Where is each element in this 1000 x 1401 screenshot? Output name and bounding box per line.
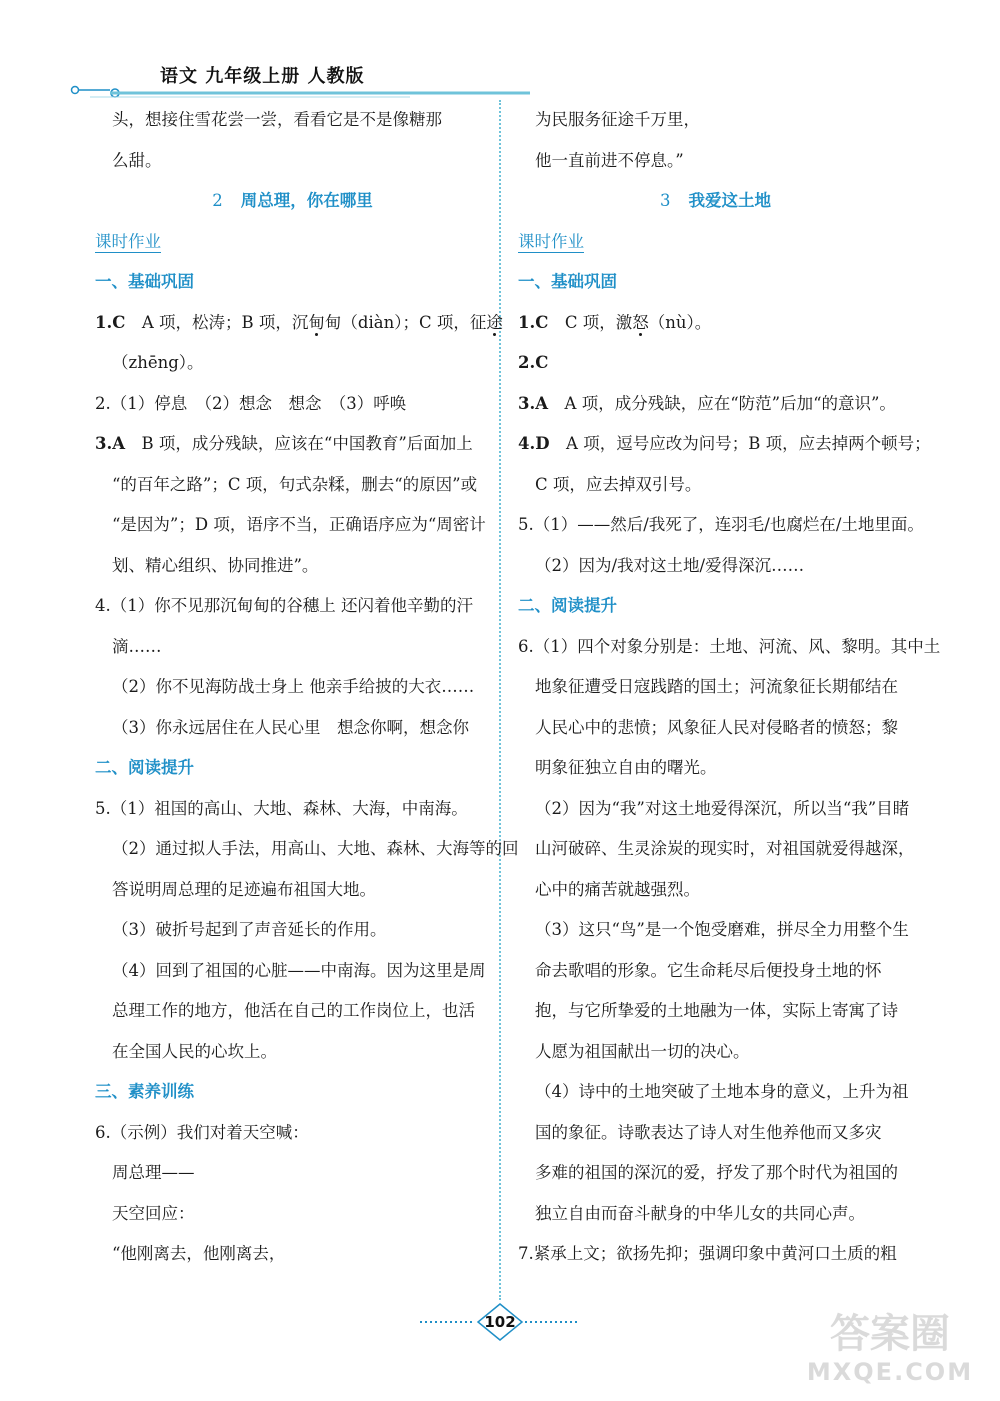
- answer-line: 5.（1）祖国的高山、大地、森林、大海，中南海。: [95, 798, 468, 818]
- text-line: 答说明周总理的足迹遍布祖国大地。: [112, 879, 376, 899]
- text-line: （2）因为“我”对这土地爱得深沉，所以当“我”目睹: [535, 798, 910, 818]
- text-line: （2）通过拟人手法，用高山、大地、森林、大海等的回: [112, 839, 519, 858]
- text-line: （3）你永远居住在人民心里 想念你啊，想念你: [112, 717, 469, 737]
- answer-line: 2.C: [518, 353, 549, 372]
- section-heading: 三、素养训练: [95, 1082, 194, 1101]
- text-line: “他刚离去，他刚离去，: [112, 1244, 286, 1263]
- answer-line: 2.（1）停息 （2）想念 想念 （3）呼唤: [95, 393, 407, 413]
- left-column: [95, 100, 519, 1275]
- text-line: 天空回应：: [112, 1203, 195, 1223]
- text-line: 抱，与它所挚爱的土地融为一体，实际上寄寓了诗: [535, 1001, 898, 1020]
- answer-line: 3.A A 项，成分残缺，应在“防范”后加“的意识”。: [518, 393, 896, 413]
- answer-line: 7.紧承上文；欲扬先抑；强调印象中黄河口土质的粗: [518, 1244, 897, 1263]
- answer-line: 6.（示例）我们对着天空喊：: [95, 1122, 309, 1142]
- text-line: 周总理——: [112, 1163, 195, 1182]
- homework-tag: 课时作业: [95, 231, 161, 251]
- header-decoration: [70, 82, 530, 102]
- text-line: 山河破碎、生灵涂炭的现实时，对祖国就爱得越深，: [535, 839, 915, 858]
- text-line: （3）这只“鸟”是一个饱受磨难，拼尽全力用整个生: [535, 920, 909, 939]
- text-line: “的百年之路”；C 项，句式杂糅，删去“的原因”或: [112, 474, 478, 494]
- text-line: 他一直前进不停息。”: [535, 150, 684, 170]
- lesson-number: 2: [212, 191, 223, 210]
- text-line: “是因为”；D 项，语序不当，正确语序应为“周密计: [112, 515, 486, 534]
- text-line: 人愿为祖国献出一切的决心。: [535, 1041, 750, 1061]
- section-heading: 一、基础巩固: [95, 272, 194, 291]
- page-footer: [420, 1302, 580, 1342]
- answer-line: 1.C C 项，激怒（nù）。: [518, 312, 712, 332]
- text-line: （zhēng）。: [112, 353, 204, 372]
- text-line: （2）你不见海防战士身上 他亲手给披的大衣……: [112, 677, 475, 696]
- text-line: 人民心中的悲愤；风象征人民对侵略者的愤怒；黎: [535, 717, 898, 737]
- header-title: 语文 九年级上册 人教版: [160, 66, 365, 87]
- homework-tag: 课时作业: [518, 231, 584, 251]
- answer-line: 4.D A 项，逗号应改为问号；B 项，应去掉两个顿号；: [518, 434, 931, 453]
- text-line: 么甜。: [112, 150, 162, 170]
- text-line: （4）回到了祖国的心脏——中南海。因为这里是周: [112, 960, 486, 980]
- text-line: 滴……: [112, 636, 162, 656]
- answer-line: 3.A B 项，成分残缺，应该在“中国教育”后面加上: [95, 434, 473, 453]
- text-line: 心中的痛苦就越强烈。: [535, 879, 700, 899]
- lesson-heading: [95, 181, 490, 222]
- lesson-title: 周总理，你在哪里: [240, 191, 373, 210]
- text-line: 在全国人民的心坎上。: [112, 1041, 277, 1061]
- answer-line: 5.（1）——然后/我死了，连羽毛/也腐烂在/土地里面。: [518, 515, 924, 534]
- answer-line: 4.（1）你不见那沉甸甸的谷穗上 还闪着他辛勤的汗: [95, 596, 473, 615]
- column-divider: [499, 100, 501, 1300]
- text-line: 明象征独立自由的曙光。: [535, 758, 717, 777]
- section-heading: 一、基础巩固: [518, 272, 617, 291]
- emphasis-char: 途: [486, 312, 503, 332]
- lesson-heading: [518, 181, 913, 222]
- watermark: 答案圈 MXQE.COM: [806, 1311, 974, 1386]
- text-line: 头，想接住雪花尝一尝，看看它是不是像糖那: [112, 110, 442, 129]
- right-column: [518, 100, 941, 1275]
- section-heading: 二、阅读提升: [95, 758, 194, 777]
- answer-line: 1.C A 项，松涛；B 项，沉甸甸（diàn）；C 项，征途: [95, 312, 503, 332]
- text-line: 总理工作的地方，他活在自己的工作岗位上，也活: [112, 1001, 475, 1020]
- text-line: 独立自由而奋斗献身的中华儿女的共同心声。: [535, 1203, 865, 1223]
- text-line: （2）因为/我对这土地/爱得深沉……: [535, 555, 805, 575]
- text-line: 地象征遭受日寇践踏的国土；河流象征长期郁结在: [535, 677, 898, 696]
- page-number: 102: [484, 1313, 516, 1331]
- text-line: 命去歌唱的形象。它生命耗尽后便投身土地的怀: [535, 960, 882, 980]
- text-line: （4）诗中的土地突破了土地本身的意义，上升为祖: [535, 1082, 909, 1101]
- text-line: C 项，应去掉双引号。: [535, 474, 702, 494]
- lesson-number: 3: [660, 191, 671, 210]
- text-line: 国的象征。诗歌表达了诗人对生他养他而又多灾: [535, 1122, 882, 1142]
- answer-line: 6.（1）四个对象分别是：土地、河流、风、黎明。其中土: [518, 636, 941, 656]
- text-line: 划、精心组织、协同推进”。: [112, 555, 319, 575]
- text-line: （3）破折号起到了声音延长的作用。: [112, 920, 387, 939]
- section-heading: 二、阅读提升: [518, 596, 617, 615]
- text-line: 多难的祖国的深沉的爱，抒发了那个时代为祖国的: [535, 1163, 898, 1182]
- lesson-title: 我爱这土地: [688, 191, 771, 210]
- text-line: 为民服务征途千万里，: [535, 110, 700, 129]
- emphasis-char: 怒: [632, 312, 649, 332]
- emphasis-char: 甸: [308, 312, 325, 332]
